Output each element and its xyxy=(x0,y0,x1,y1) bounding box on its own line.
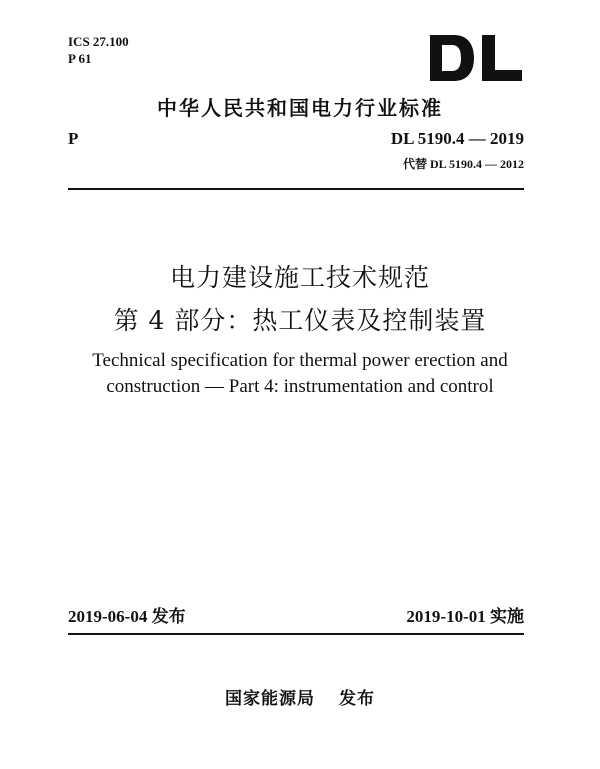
issue-date-block xyxy=(68,602,186,627)
issue-date: 2019-06-04 xyxy=(68,607,148,626)
title-en-line1: Technical specification for thermal power erection and xyxy=(92,350,508,371)
issue-label: 发布 xyxy=(151,607,186,627)
ics-code: ICS 27.100 xyxy=(68,34,129,49)
category-code: P xyxy=(68,129,79,148)
standard-number: DL 5190.4 — 2019 xyxy=(390,129,524,148)
publisher-name: 国家能源局 xyxy=(225,689,315,709)
replaces-number: DL 5190.4 — 2012 xyxy=(429,157,524,171)
dl-logo-mark xyxy=(428,33,524,83)
implement-date: 2019-10-01 xyxy=(406,607,486,626)
title-en-line2: construction — Part 4: instrumentation and control xyxy=(106,376,494,397)
publisher xyxy=(0,684,600,709)
replaces-label: 代替 xyxy=(402,157,427,171)
title-cn-line1: 电力建设施工技术规范 xyxy=(169,263,430,292)
industry-standard-title: 中华人民共和国电力行业标准 xyxy=(157,96,443,120)
dl-logo xyxy=(428,33,524,83)
implement-date-block xyxy=(406,602,524,627)
publisher-action: 发布 xyxy=(339,689,375,709)
classification-codes xyxy=(68,33,129,67)
ccs-code: P 61 xyxy=(68,51,92,66)
title-cn-line2: 第 4 部分：热工仪表及控制装置 xyxy=(113,306,487,335)
bottom-divider xyxy=(68,633,524,635)
implement-label: 实施 xyxy=(490,607,524,627)
top-divider xyxy=(68,188,524,190)
replaces-standard xyxy=(403,155,524,172)
